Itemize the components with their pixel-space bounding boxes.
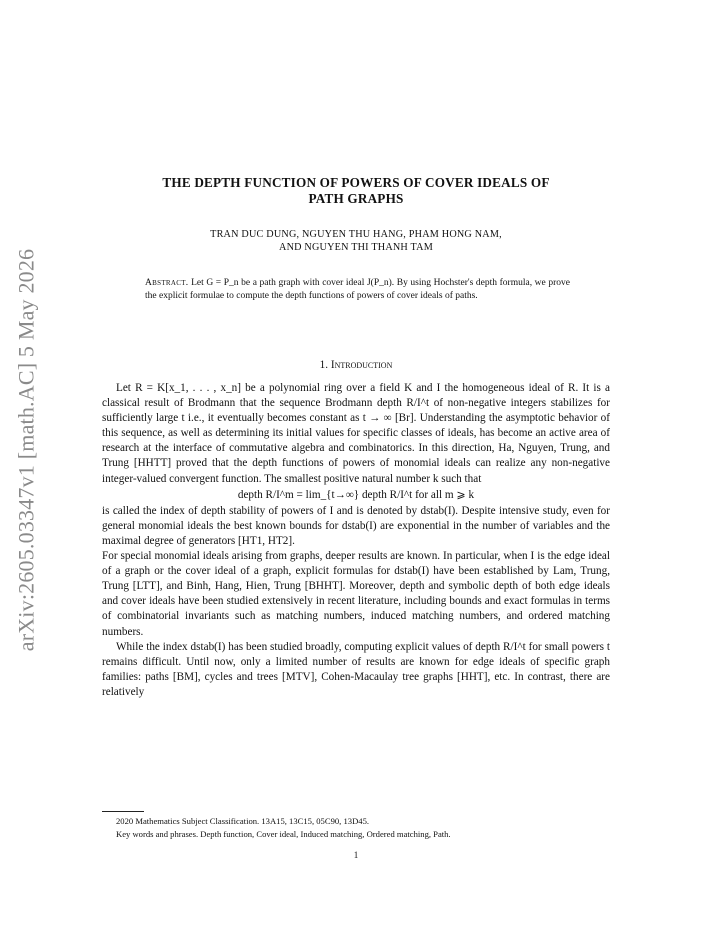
author-list: TRAN DUC DUNG, NGUYEN THU HANG, PHAM HONG NAM, AND NGUYEN THI THANH TAM [210, 229, 502, 253]
footnotes [116, 815, 616, 840]
abstract-label: Abstract. [145, 278, 189, 288]
display-equation: depth R/I^m = lim_{t→∞} depth R/I^t for all m ⩾ k [237, 488, 475, 501]
footnote-keywords: Key words and phrases. Depth function, Cover ideal, Induced matching, Ordered matching, Path. [116, 828, 451, 839]
section-heading: 1. Introduction [319, 359, 393, 371]
abstract [145, 277, 570, 303]
arxiv-identifier: arXiv:2605.03347v1 [math.AC] 5 May 2026 [13, 248, 39, 652]
paragraph: Let R = K[x_1, . . . , x_n] be a polynomial ring over a field K and I the homogeneous ideal of R. It is a classical result of Brodmann that the sequence Brodmann depth R/I^t of non-negative integers stabilizes for sufficiently large t i.e., it eventually becomes constant as t → ∞ [Br]. Understanding the asymptotic behavior of this sequence, as well as determining its initial values for specific classes of ideals, has become an active area of research at the interface of commutative algebra and combinatorics. In this direction, Ha, Nguyen, Trung, and Trung [HHTT] proved that the depth functions of powers of monomial ideals can realize any non-negative integer-valued convergent function. The smallest positive natural number k such that [102, 382, 610, 485]
paragraph: For special monomial ideals arising from graphs, deeper results are known. In particular, when I is the edge ideal of a graph or the cover ideal of a graph, explicit formulas for dstab(I) have been established by Lam, Trung, Trung [LTT], and Binh, Hang, Hien, Trung [BHHT]. Moreover, depth and symbolic depth of both edge ideals and cover ideals have been studied extensively in recent literature, including bounds and exact formulas in terms of combinatorial invariants such as matching numbers, induced matching numbers, and ordered matching numbers. [102, 550, 610, 638]
paragraph: is called the index of depth stability of powers of I and is denoted by dstab(I). Despite intensive study, even for general monomial ideals the best known bounds for dstab(I) are exponential in the number of variables and the maximal degree of generators [HT1, HT2]. [102, 504, 610, 547]
abstract-text: Let G = P_n be a path graph with cover ideal J(P_n). By using Hochster's depth formula, we prove the explicit formulae to compute the depth functions of powers of cover ideals of paths. [145, 278, 570, 301]
page-number: 1 [353, 850, 359, 860]
footnote-rule [102, 811, 144, 812]
body-text [102, 381, 610, 700]
paragraph: While the index dstab(I) has been studied broadly, computing explicit values of depth R/I^t for small powers t remains difficult. Until now, only a limited number of results are known for edge ideals of specific graph families: paths [BM], cycles and trees [MTV], Cohen-Macaulay tree graphs [HHT], etc. In contrast, there are relatively [102, 640, 610, 698]
footnote-msc: 2020 Mathematics Subject Classification. 13A15, 13C15, 05C90, 13D45. [116, 816, 370, 826]
paper-title: THE DEPTH FUNCTION OF POWERS OF COVER IDEALS OF PATH GRAPHS [162, 175, 550, 206]
